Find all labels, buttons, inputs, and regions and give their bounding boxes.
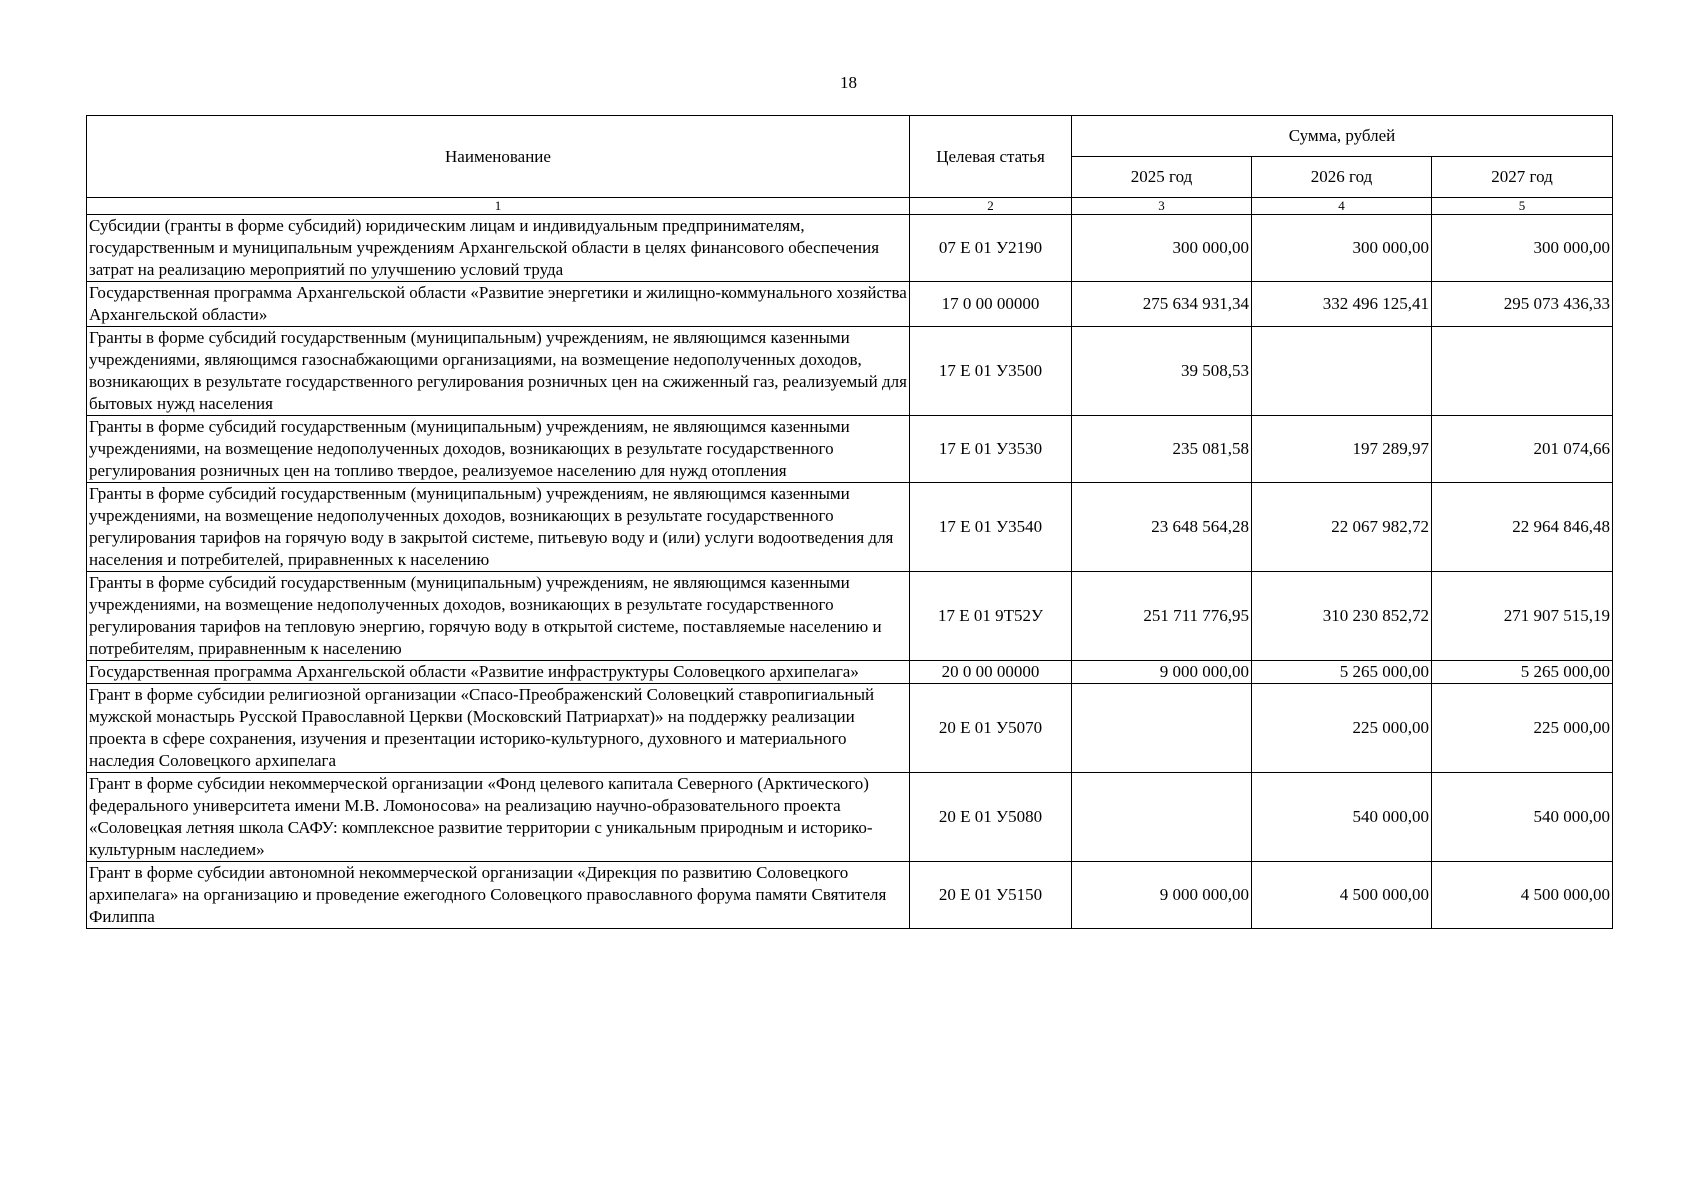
row-name: Государственная программа Архангельской области «Развитие инфраструктуры Соловецкого архипелага»	[87, 661, 910, 684]
row-amount-2026: 4 500 000,00	[1252, 862, 1432, 929]
row-amount-2025: 251 711 776,95	[1072, 572, 1252, 661]
row-amount-2027: 540 000,00	[1432, 773, 1613, 862]
table-row	[87, 773, 1613, 862]
row-amount-2025: 39 508,53	[1072, 327, 1252, 416]
page-number: 18	[840, 73, 857, 92]
row-amount-2026: 332 496 125,41	[1252, 282, 1432, 327]
row-amount-2027: 300 000,00	[1432, 215, 1613, 282]
table-row	[87, 483, 1613, 572]
row-amount-2026: 540 000,00	[1252, 773, 1432, 862]
row-amount-2026: 22 067 982,72	[1252, 483, 1432, 572]
header-target-article: Целевая статья	[910, 116, 1072, 198]
table-row	[87, 572, 1613, 661]
row-amount-2027: 271 907 515,19	[1432, 572, 1613, 661]
row-amount-2027: 4 500 000,00	[1432, 862, 1613, 929]
column-number: 3	[1072, 198, 1252, 215]
table-row	[87, 215, 1613, 282]
row-code: 20 0 00 00000	[910, 661, 1072, 684]
table-row	[87, 282, 1613, 327]
row-code: 17 Е 01 У3530	[910, 416, 1072, 483]
row-code: 17 Е 01 9Т52У	[910, 572, 1072, 661]
row-amount-2025: 275 634 931,34	[1072, 282, 1252, 327]
budget-table	[86, 115, 1613, 929]
column-number: 4	[1252, 198, 1432, 215]
row-code: 07 Е 01 У2190	[910, 215, 1072, 282]
row-amount-2026: 5 265 000,00	[1252, 661, 1432, 684]
row-code: 20 Е 01 У5080	[910, 773, 1072, 862]
row-amount-2025: 9 000 000,00	[1072, 862, 1252, 929]
row-amount-2025: 235 081,58	[1072, 416, 1252, 483]
column-number: 1	[87, 198, 910, 215]
row-amount-2025: 9 000 000,00	[1072, 661, 1252, 684]
row-amount-2027	[1432, 327, 1613, 416]
row-code: 17 Е 01 У3500	[910, 327, 1072, 416]
row-name: Грант в форме субсидии автономной некоммерческой организации «Дирекция по развитию Соловецкого архипелага» на организацию и проведение ежегодного Соловецкого православного форума памяти Святителя Филиппа	[87, 862, 910, 929]
row-amount-2026: 300 000,00	[1252, 215, 1432, 282]
table-row	[87, 327, 1613, 416]
header-year-2025: 2025 год	[1072, 157, 1252, 198]
table-row	[87, 684, 1613, 773]
row-amount-2027: 201 074,66	[1432, 416, 1613, 483]
row-name: Грант в форме субсидии некоммерческой организации «Фонд целевого капитала Северного (Арктического) федерального университета имени М.В. Ломоносова» на реализацию научно-образовательного проекта «Соловецкая летняя школа САФУ: комплексное развитие территории с уникальным природным и историко-культурным наследием»	[87, 773, 910, 862]
row-code: 17 Е 01 У3540	[910, 483, 1072, 572]
row-name: Грант в форме субсидии религиозной организации «Спасо-Преображенский Соловецкий ставропигиальный мужской монастырь Русской Православной Церкви (Московский Патриархат)» на поддержку реализации проекта в сфере сохранения, изучения и презентации историко-культурного, духовного и материального наследия Соловецкого архипелага	[87, 684, 910, 773]
row-name: Гранты в форме субсидий государственным (муниципальным) учреждениям, не являющимся казенными учреждениями, на возмещение недополученных доходов, возникающих в результате государственного регулирования тарифов на тепловую энергию, горячую воду в открытой системе, поставляемые населению и потребителям, приравненным к населению	[87, 572, 910, 661]
row-amount-2026: 310 230 852,72	[1252, 572, 1432, 661]
row-amount-2025: 23 648 564,28	[1072, 483, 1252, 572]
row-amount-2026	[1252, 327, 1432, 416]
header-name: Наименование	[87, 116, 910, 198]
column-number: 2	[910, 198, 1072, 215]
row-name: Государственная программа Архангельской области «Развитие энергетики и жилищно-коммунального хозяйства Архангельской области»	[87, 282, 910, 327]
header-year-2027: 2027 год	[1432, 157, 1613, 198]
row-amount-2025: 300 000,00	[1072, 215, 1252, 282]
row-amount-2027: 5 265 000,00	[1432, 661, 1613, 684]
row-amount-2026: 225 000,00	[1252, 684, 1432, 773]
row-amount-2026: 197 289,97	[1252, 416, 1432, 483]
row-code: 20 Е 01 У5070	[910, 684, 1072, 773]
row-code: 20 Е 01 У5150	[910, 862, 1072, 929]
table-row	[87, 416, 1613, 483]
table-row	[87, 862, 1613, 929]
header-year-2026: 2026 год	[1252, 157, 1432, 198]
row-name: Гранты в форме субсидий государственным (муниципальным) учреждениям, не являющимся казенными учреждениями, являющимся газоснабжающими организациями, на возмещение недополученных доходов, возникающих в результате государственного регулирования розничных цен на сжиженный газ, реализуемый для бытовых нужд населения	[87, 327, 910, 416]
row-name: Субсидии (гранты в форме субсидий) юридическим лицам и индивидуальным предпринимателям, государственным и муниципальным учреждениям Архангельской области в целях финансового обеспечения затрат на реализацию мероприятий по улучшению условий труда	[87, 215, 910, 282]
row-amount-2027: 225 000,00	[1432, 684, 1613, 773]
column-number: 5	[1432, 198, 1613, 215]
row-name: Гранты в форме субсидий государственным (муниципальным) учреждениям, не являющимся казенными учреждениями, на возмещение недополученных доходов, возникающих в результате государственного регулирования тарифов на горячую воду в закрытой системе, питьевую воду и (или) услуги водоотведения для населения и потребителей, приравненных к населению	[87, 483, 910, 572]
header-sum: Сумма, рублей	[1072, 116, 1613, 157]
row-amount-2025	[1072, 684, 1252, 773]
row-code: 17 0 00 00000	[910, 282, 1072, 327]
row-amount-2027: 295 073 436,33	[1432, 282, 1613, 327]
row-amount-2025	[1072, 773, 1252, 862]
row-name: Гранты в форме субсидий государственным (муниципальным) учреждениям, не являющимся казенными учреждениями, на возмещение недополученных доходов, возникающих в результате государственного регулирования розничных цен на топливо твердое, реализуемое населению для нужд отопления	[87, 416, 910, 483]
row-amount-2027: 22 964 846,48	[1432, 483, 1613, 572]
table-row	[87, 661, 1613, 684]
